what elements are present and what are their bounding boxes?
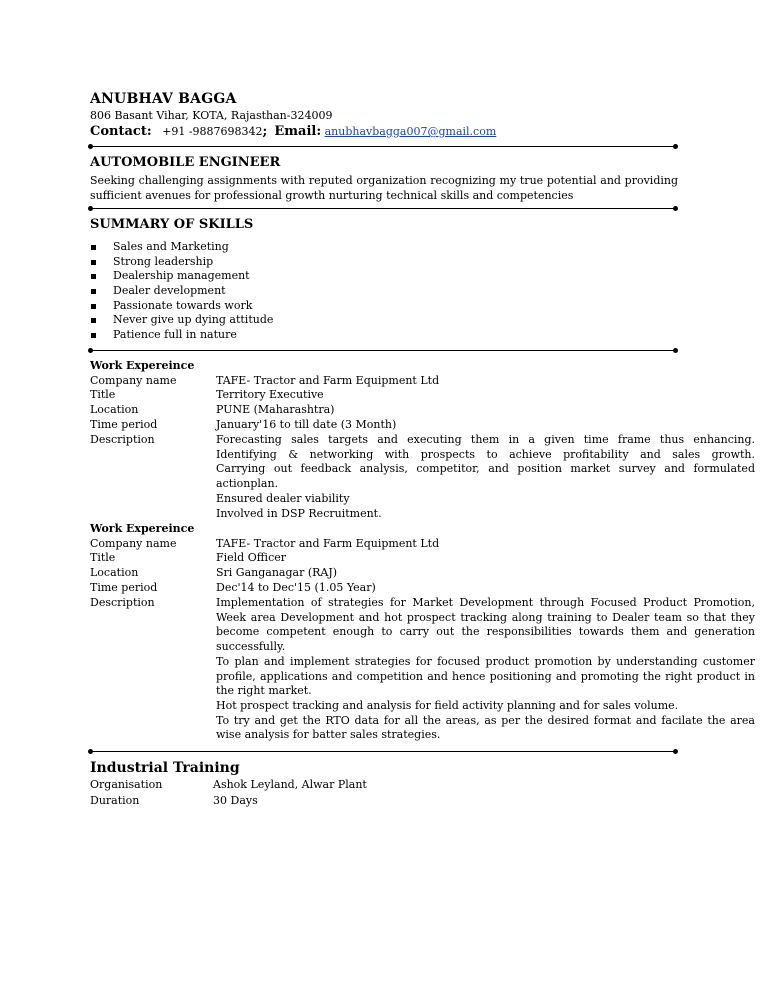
location-value: Sri Ganganagar (RAJ) bbox=[216, 566, 338, 579]
organisation-value: Ashok Leyland, Alwar Plant bbox=[213, 778, 367, 791]
section-divider bbox=[90, 208, 676, 209]
objective-title: AUTOMOBILE ENGINEER bbox=[90, 155, 281, 170]
skills-list bbox=[90, 240, 273, 343]
title-label: Title bbox=[90, 388, 116, 401]
email-link[interactable]: anubhavbagga007@gmail.com bbox=[324, 125, 497, 138]
description-line: Forecasting sales targets and executing them in a given time frame thus enhancing. bbox=[216, 433, 755, 446]
contact-separator: ; bbox=[262, 124, 268, 139]
description-block bbox=[216, 596, 755, 743]
skill-item: Dealer development bbox=[90, 284, 273, 299]
skill-item: Passionate towards work bbox=[90, 299, 273, 314]
candidate-name: ANUBHAV BAGGA bbox=[90, 91, 237, 107]
contact-label: Contact: bbox=[90, 124, 152, 139]
section-divider bbox=[90, 350, 676, 351]
duration-value: 30 Days bbox=[213, 794, 258, 807]
description-label: Description bbox=[90, 596, 155, 609]
contact-line bbox=[90, 124, 496, 139]
time-period-label: Time period bbox=[90, 581, 158, 594]
work-heading: Work Expereince bbox=[90, 522, 195, 535]
description-line: Ensured dealer viability bbox=[216, 491, 350, 505]
section-divider bbox=[90, 146, 676, 147]
section-divider bbox=[90, 751, 676, 752]
phone-number: +91 -9887698342 bbox=[162, 125, 263, 138]
description-line: To try and get the RTO data for all the areas, as per the desired format and facilate the area wise analysis for batter sales strategies. bbox=[216, 713, 755, 742]
objective-text: Seeking challenging assignments with reputed organization recognizing my true potential and providing sufficient avenues for professional growth nurturing technical skills and competencies bbox=[90, 174, 678, 202]
training-title: Industrial Training bbox=[90, 760, 240, 776]
duration-label: Duration bbox=[90, 794, 140, 807]
location-label: Location bbox=[90, 403, 139, 416]
organisation-label: Organisation bbox=[90, 778, 163, 791]
time-period-value: January'16 to till date (3 Month) bbox=[216, 418, 397, 431]
time-period-value: Dec'14 to Dec'15 (1.05 Year) bbox=[216, 581, 376, 594]
description-line: Identifying & networking with prospects to achieve profitability and sales growth. bbox=[216, 447, 755, 461]
description-block bbox=[216, 433, 755, 521]
skill-item: Patience full in nature bbox=[90, 328, 273, 343]
location-value: PUNE (Maharashtra) bbox=[216, 403, 335, 416]
address: 806 Basant Vihar, KOTA, Rajasthan-324009 bbox=[90, 109, 333, 122]
skills-title: SUMMARY OF SKILLS bbox=[90, 217, 254, 232]
skill-item: Dealership management bbox=[90, 269, 273, 284]
work-heading: Work Expereince bbox=[90, 359, 195, 372]
time-period-label: Time period bbox=[90, 418, 158, 431]
skill-item: Sales and Marketing bbox=[90, 240, 273, 255]
description-line: Involved in DSP Recruitment. bbox=[216, 506, 382, 520]
company-label: Company name bbox=[90, 374, 177, 387]
title-value: Territory Executive bbox=[216, 388, 324, 401]
skill-item: Never give up dying attitude bbox=[90, 313, 273, 328]
title-label: Title bbox=[90, 551, 116, 564]
title-value: Field Officer bbox=[216, 551, 286, 564]
description-line: To plan and implement strategies for focused product promotion by understanding customer profile, applications and competition and hence positioning and promoting the right product in the right market. bbox=[216, 654, 755, 698]
email-label: Email: bbox=[274, 124, 322, 139]
description-label: Description bbox=[90, 433, 155, 446]
company-value: TAFE- Tractor and Farm Equipment Ltd bbox=[216, 374, 440, 387]
company-label: Company name bbox=[90, 537, 177, 550]
company-value: TAFE- Tractor and Farm Equipment Ltd bbox=[216, 537, 440, 550]
description-line: Implementation of strategies for Market Development through Focused Product Promotion, Week area Development and hot prospect tracking along training to Dealer team so that they become competent enough to carry out the responsibilities towards them and generation successfully. bbox=[216, 596, 755, 654]
description-line: Carrying out feedback analysis, competitor, and position market survey and formulated actionplan. bbox=[216, 462, 755, 491]
skill-item: Strong leadership bbox=[90, 255, 273, 270]
location-label: Location bbox=[90, 566, 139, 579]
description-line: Hot prospect tracking and analysis for field activity planning and for sales volume. bbox=[216, 698, 679, 712]
